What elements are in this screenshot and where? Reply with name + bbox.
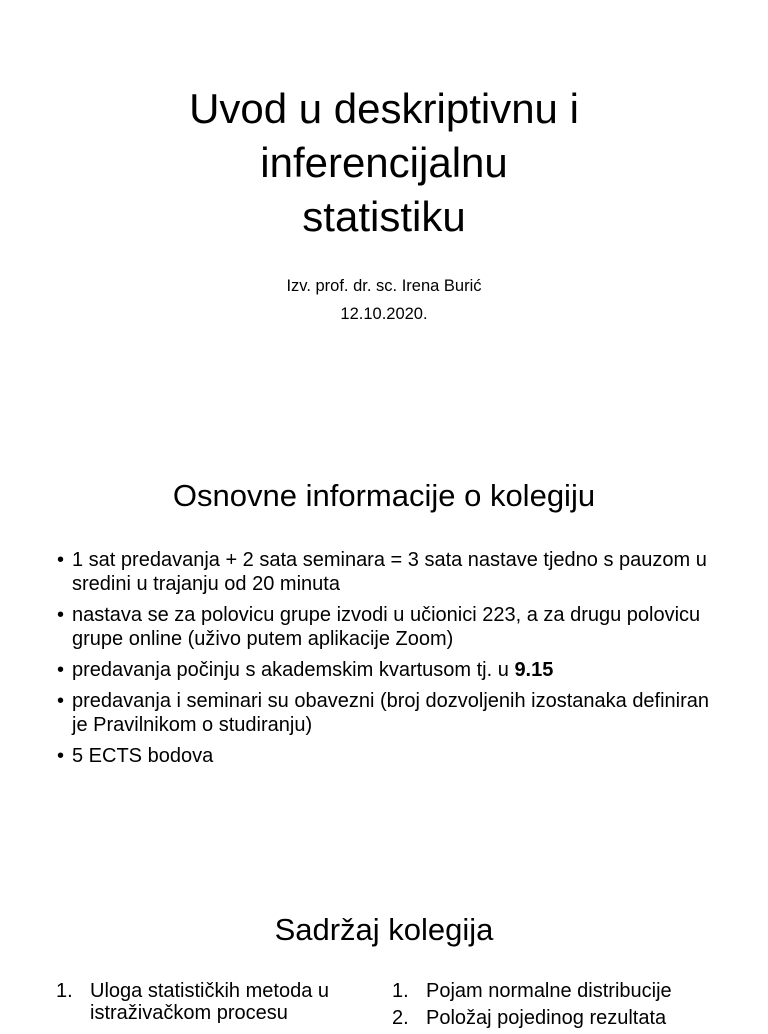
bullet-marker: • — [57, 690, 65, 712]
bullet-item — [57, 603, 717, 651]
author-prefix: Izv. prof. dr. sc. — [286, 277, 398, 295]
content-slide-title: Sadržaj kolegija — [274, 912, 494, 947]
start-time: 9.15 — [514, 659, 554, 681]
title-line-1: Uvod u deskriptivnu i — [189, 85, 579, 132]
presentation-title — [0, 82, 768, 244]
author-name: Irena Burić — [401, 277, 482, 295]
info-slide — [0, 430, 768, 860]
presentation-subtitle — [0, 272, 768, 328]
list-item — [392, 980, 712, 1002]
list-number: 1. — [392, 980, 409, 1002]
content-list-right — [392, 980, 712, 1034]
list-item-text: Pojam normalne distribucije — [426, 980, 672, 1002]
list-item-text: Uloga statističkih metoda u istraživačkom procesu — [90, 980, 330, 1024]
content-list-left — [56, 980, 366, 1029]
title-slide — [0, 0, 768, 430]
bullet-text: nastava se za polovicu grupe izvodi u učionici 223, a za drugu polovicu grupe online (uživo putem aplikacije Zoom) — [72, 604, 701, 650]
bullet-text: 1 sat predavanja + 2 sata seminara = 3 sata nastave tjedno s pauzom u sredini u trajanju od 20 minuta — [72, 549, 707, 595]
list-number: 2. — [392, 1007, 409, 1029]
list-item — [392, 1007, 712, 1029]
bullet-text: predavanja počinju s akademskim kvartusom tj. u — [72, 659, 509, 681]
bullet-marker: • — [57, 659, 65, 681]
content-slide — [0, 860, 768, 1029]
bullet-item — [57, 658, 717, 682]
bullet-item — [57, 548, 717, 596]
info-bullet-list — [57, 548, 717, 775]
bullet-item — [57, 744, 717, 768]
bullet-marker: • — [57, 604, 65, 626]
title-line-3: statistiku — [302, 193, 466, 240]
list-number: 1. — [56, 980, 73, 1002]
bullet-item — [57, 689, 717, 737]
bullet-text: predavanja i seminari su obavezni (broj dozvoljenih izostanaka definiran je Pravilnikom o studiranju) — [72, 690, 710, 736]
list-item — [56, 980, 366, 1024]
title-line-2: inferencijalnu — [260, 139, 508, 186]
bullet-marker: • — [57, 549, 65, 571]
list-item-text: Položaj pojedinog rezultata — [426, 1007, 667, 1029]
bullet-marker: • — [57, 745, 65, 767]
presentation-date: 12.10.2020. — [340, 305, 428, 323]
info-slide-title: Osnovne informacije o kolegiju — [172, 478, 596, 513]
author-line — [0, 272, 768, 300]
bullet-text: 5 ECTS bodova — [72, 745, 214, 767]
